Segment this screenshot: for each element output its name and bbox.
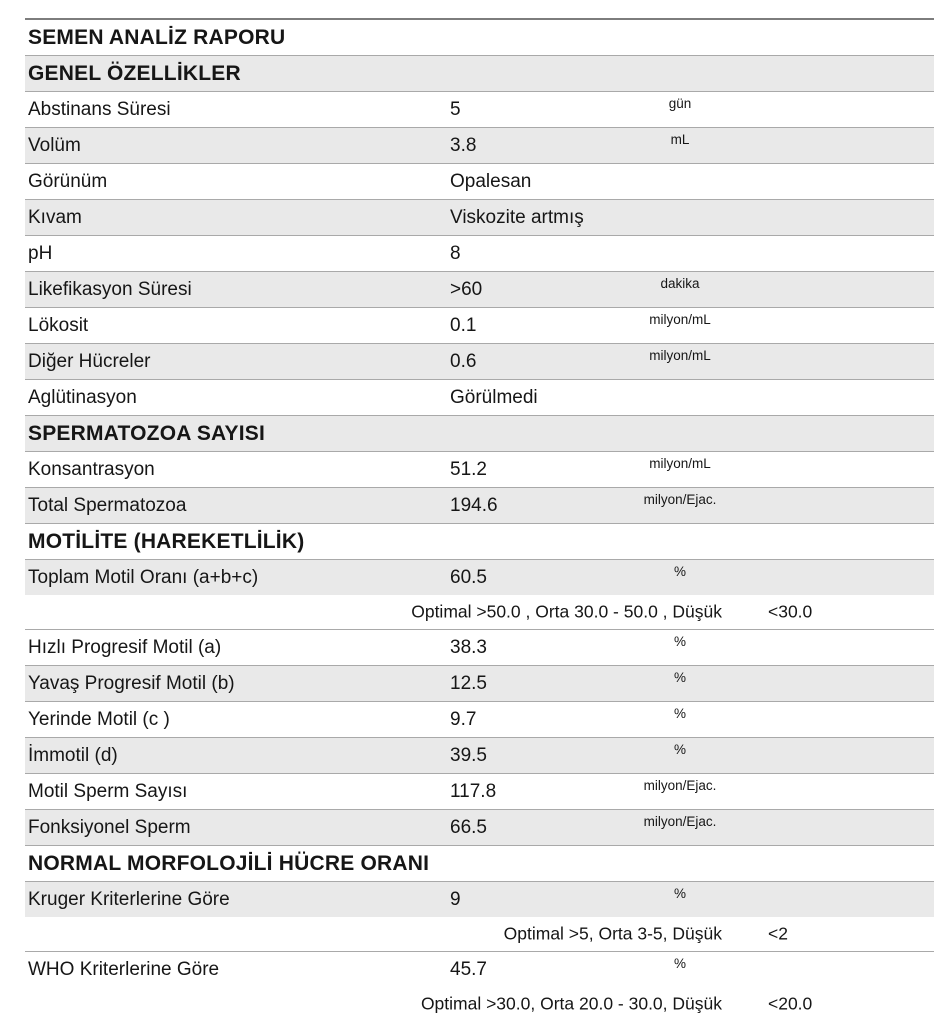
reference-range-text: Optimal >50.0 , Orta 30.0 - 50.0 , Düşük xyxy=(411,601,722,622)
parameter-value: Viskozite artmış xyxy=(450,206,584,228)
result-row xyxy=(25,127,934,163)
parameter-value: 8 xyxy=(450,242,461,264)
result-row xyxy=(25,271,934,307)
parameter-value: 117.8 xyxy=(450,780,497,802)
parameter-label: Motil Sperm Sayısı xyxy=(28,780,188,802)
parameter-label: Yerinde Motil (c ) xyxy=(28,708,170,730)
parameter-label: Volüm xyxy=(28,134,81,156)
result-row xyxy=(25,163,934,199)
result-row xyxy=(25,809,934,845)
parameter-unit: milyon/Ejac. xyxy=(643,492,717,507)
section-heading: SPERMATOZOA SAYISI xyxy=(28,421,265,445)
report-title-row xyxy=(25,18,934,55)
reference-range-limit: <30.0 xyxy=(768,601,813,622)
parameter-value: Opalesan xyxy=(450,170,532,192)
parameter-value: 5 xyxy=(450,98,461,120)
parameter-unit: gün xyxy=(668,96,692,111)
reference-range-row xyxy=(25,595,934,629)
parameter-value: 39.5 xyxy=(450,744,487,766)
parameter-unit: dakika xyxy=(660,276,700,291)
result-row xyxy=(25,881,934,917)
parameter-unit: milyon/mL xyxy=(649,348,711,363)
parameter-unit: % xyxy=(673,634,686,649)
lab-report xyxy=(25,0,934,1021)
section-heading-row xyxy=(25,55,934,91)
parameter-unit: % xyxy=(673,742,686,757)
parameter-unit: % xyxy=(673,564,686,579)
result-row xyxy=(25,451,934,487)
result-row xyxy=(25,701,934,737)
section-heading-row xyxy=(25,523,934,559)
parameter-unit: milyon/mL xyxy=(649,312,711,327)
parameter-unit: milyon/Ejac. xyxy=(643,778,717,793)
result-row xyxy=(25,737,934,773)
result-row xyxy=(25,773,934,809)
parameter-unit: milyon/Ejac. xyxy=(643,814,717,829)
result-row xyxy=(25,379,934,415)
section-heading: MOTİLİTE (HAREKETLİLİK) xyxy=(28,529,305,553)
reference-range-row xyxy=(25,987,934,1021)
parameter-unit: % xyxy=(673,886,686,901)
result-row xyxy=(25,91,934,127)
parameter-label: Kruger Kriterlerine Göre xyxy=(28,888,230,910)
parameter-label: Hızlı Progresif Motil (a) xyxy=(28,636,222,658)
reference-range-limit: <20.0 xyxy=(768,993,813,1014)
parameter-value: 3.8 xyxy=(450,134,477,156)
parameter-value: 51.2 xyxy=(450,458,487,480)
report-title: SEMEN ANALİZ RAPORU xyxy=(28,25,286,49)
parameter-value: 60.5 xyxy=(450,566,487,588)
parameter-label: Aglütinasyon xyxy=(28,386,137,408)
result-row xyxy=(25,343,934,379)
parameter-label: İmmotil (d) xyxy=(28,744,118,766)
section-heading: NORMAL MORFOLOJİLİ HÜCRE ORANI xyxy=(28,851,430,875)
parameter-label: Fonksiyonel Sperm xyxy=(28,816,191,838)
section-heading-row xyxy=(25,845,934,881)
parameter-label: Lökosit xyxy=(28,314,89,336)
parameter-label: Görünüm xyxy=(28,170,108,192)
parameter-label: Abstinans Süresi xyxy=(28,98,171,120)
section-heading-row xyxy=(25,415,934,451)
reference-range-row xyxy=(25,917,934,951)
parameter-value: 9.7 xyxy=(450,708,477,730)
result-row xyxy=(25,199,934,235)
result-row xyxy=(25,235,934,271)
parameter-value: 0.1 xyxy=(450,314,477,336)
parameter-value: 0.6 xyxy=(450,350,477,372)
parameter-label: Kıvam xyxy=(28,206,82,228)
parameter-value: 38.3 xyxy=(450,636,487,658)
reference-range-text: Optimal >5, Orta 3-5, Düşük xyxy=(503,923,722,944)
result-row xyxy=(25,629,934,665)
parameter-label: Toplam Motil Oranı (a+b+c) xyxy=(28,566,259,588)
parameter-label: Konsantrasyon xyxy=(28,458,155,480)
parameter-label: pH xyxy=(28,242,53,264)
parameter-unit: % xyxy=(673,670,686,685)
parameter-value: 194.6 xyxy=(450,494,498,516)
result-row xyxy=(25,307,934,343)
parameter-value: 12.5 xyxy=(450,672,487,694)
parameter-unit: mL xyxy=(670,132,690,147)
result-row xyxy=(25,951,934,987)
section-heading: GENEL ÖZELLİKLER xyxy=(28,61,241,85)
reference-range-text: Optimal >30.0, Orta 20.0 - 30.0, Düşük xyxy=(420,993,722,1014)
result-row xyxy=(25,559,934,595)
parameter-value: Görülmedi xyxy=(450,386,538,408)
parameter-label: WHO Kriterlerine Göre xyxy=(28,958,220,980)
result-row xyxy=(25,487,934,523)
parameter-label: Likefikasyon Süresi xyxy=(28,278,192,300)
parameter-value: 45.7 xyxy=(450,958,487,980)
parameter-value: 9 xyxy=(450,888,461,910)
parameter-value: 66.5 xyxy=(450,816,487,838)
parameter-label: Total Spermatozoa xyxy=(28,494,187,516)
reference-range-limit: <2 xyxy=(768,923,788,944)
parameter-label: Diğer Hücreler xyxy=(28,350,151,372)
result-row xyxy=(25,665,934,701)
parameter-value: >60 xyxy=(450,278,483,300)
parameter-unit: milyon/mL xyxy=(649,456,711,471)
parameter-unit: % xyxy=(673,956,686,971)
parameter-unit: % xyxy=(673,706,686,721)
parameter-label: Yavaş Progresif Motil (b) xyxy=(28,672,235,694)
